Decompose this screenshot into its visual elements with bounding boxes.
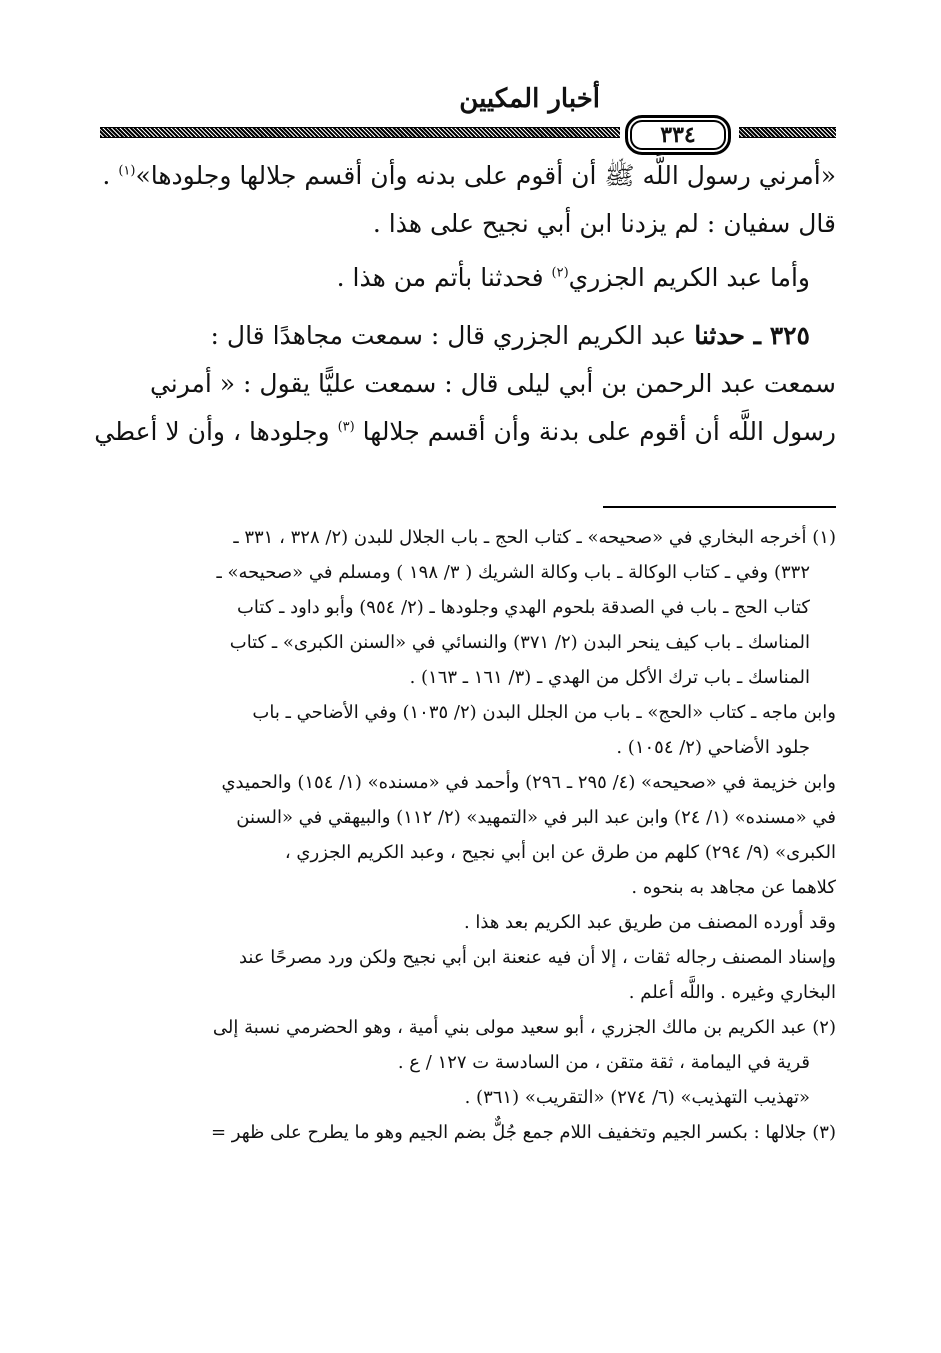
main-line-2: قال سفيان : لم يزدنا ابن أبي نجيح على هذا . (372, 209, 836, 238)
main-line-5: سمعت عبد الرحمن بن أبي ليلى قال : سمعت عليًّا يقول : « أمرني (149, 369, 836, 398)
hadith-number: ٣٢٥ ـ حدثنا (694, 321, 810, 350)
footnote-line: الكبرى» (٩/ ٢٩٤) كلهم من طرق عن ابن أبي نجيح ، وعبد الكريم الجزري ، (284, 842, 836, 863)
footnote-line: وإسناد المصنف رجاله ثقات ، إلا أن فيه عنعنة ابن أبي نجيح ولكن ورد مصرحًا عند (238, 947, 836, 968)
footnote-ref-1: (١) (118, 163, 136, 179)
main-line-6: رسول اللَّه أن أقوم على بدنة وأن أقسم جلالها $^{(٣)}$ وجلودها ، وأن لا أعطي (94, 417, 836, 446)
footnote-line: (٢) عبد الكريم بن مالك الجزري ، أبو سعيد مولى بني أمية ، وهو الحضرمي نسبة إلى (212, 1017, 836, 1038)
footnote-line: (٣) جلالها : بكسر الجيم وتخفيف اللام جمع جُلٌّ بضم الجيم وهو ما يطرح على ظهر = (210, 1122, 836, 1143)
footnote-line: كلاهما عن مجاهد به بنحوه . (631, 877, 836, 898)
header-rule-left (100, 127, 620, 138)
footnote-line: جلود الأضاحي (٢/ ١٠٥٤) . (616, 737, 810, 758)
footnote-line: في «مسنده» (١/ ٢٤) وابن عبد البر في «التمهيد» (٢/ ١١٢) والبيهقي في «السنن (236, 807, 836, 828)
footnote-line: (١) أخرجه البخاري في «صحيحه» ـ كتاب الحج ـ باب الجلال للبدن (٢/ ٣٢٨ ، ٣٣١ ـ (233, 527, 836, 548)
footnote-divider (603, 506, 836, 508)
footnote-line: المناسك ـ باب كيف ينحر البدن (٢/ ٣٧١) والنسائي في «السنن الكبرى» ـ كتاب (229, 632, 810, 653)
running-header (100, 78, 836, 148)
footnote-line: البخاري وغيره . واللَّه أعلم . (628, 982, 836, 1003)
main-line-4: ٣٢٥ ـ حدثنا عبد الكريم الجزري قال : سمعت مجاهدًا قال : (210, 321, 810, 350)
main-line-1: «أمرني رسول اللَّه ﷺ أن أقوم على بدنه وأن أقسم جلالها وجلودها»$^{(١)}$ . (102, 161, 836, 190)
footnote-ref-2: (٢) (551, 265, 569, 281)
footnote-line: وقد أورده المصنف من طريق عبد الكريم بعد هذا . (463, 912, 836, 933)
page-number: ٣٣٤ (660, 122, 696, 148)
book-title: أخبار المكيين (459, 84, 600, 114)
footnote-line: وابن ماجه ـ كتاب «الحج» ـ باب من الجلل البدن (٢/ ١٠٣٥) وفي الأضاحي ـ باب (252, 702, 836, 723)
page-number-badge (625, 115, 731, 155)
main-text (94, 152, 836, 456)
footnote-line: ٣٣٢) وفي ـ كتاب الوكالة ـ باب وكالة الشريك ( ٣/ ١٩٨ ) ومسلم في «صحيحه» ـ (216, 562, 810, 583)
footnote-line: كتاب الحج ـ باب في الصدقة بلحوم الهدي وجلودها ـ (٢/ ٩٥٤) وأبو داود ـ كتاب (236, 597, 810, 618)
footnote-line: «تهذيب التهذيب» (٦/ ٢٧٤) «التقريب» (٣٦١) . (464, 1087, 810, 1108)
footnote-line: المناسك ـ باب ترك الأكل من الهدي ـ (٣/ ١٦١ ـ ١٦٣) . (409, 667, 810, 688)
header-rule-right (739, 127, 836, 138)
footnote-line: وابن خزيمة في «صحيحه» (٤/ ٢٩٥ ـ ٢٩٦) وأحمد في «مسنده» (١/ ١٥٤) والحميدي (221, 772, 836, 793)
footnote-line: قرية في اليمامة ، ثقة متقن ، من السادسة ت ١٢٧ / ع . (397, 1052, 810, 1073)
footnote-ref-3: (٣) (337, 419, 355, 435)
main-line-3: وأما عبد الكريم الجزري$^{(٢)}$ فحدثنا بأتم من هذا . (336, 263, 810, 292)
footnotes (106, 520, 836, 1150)
